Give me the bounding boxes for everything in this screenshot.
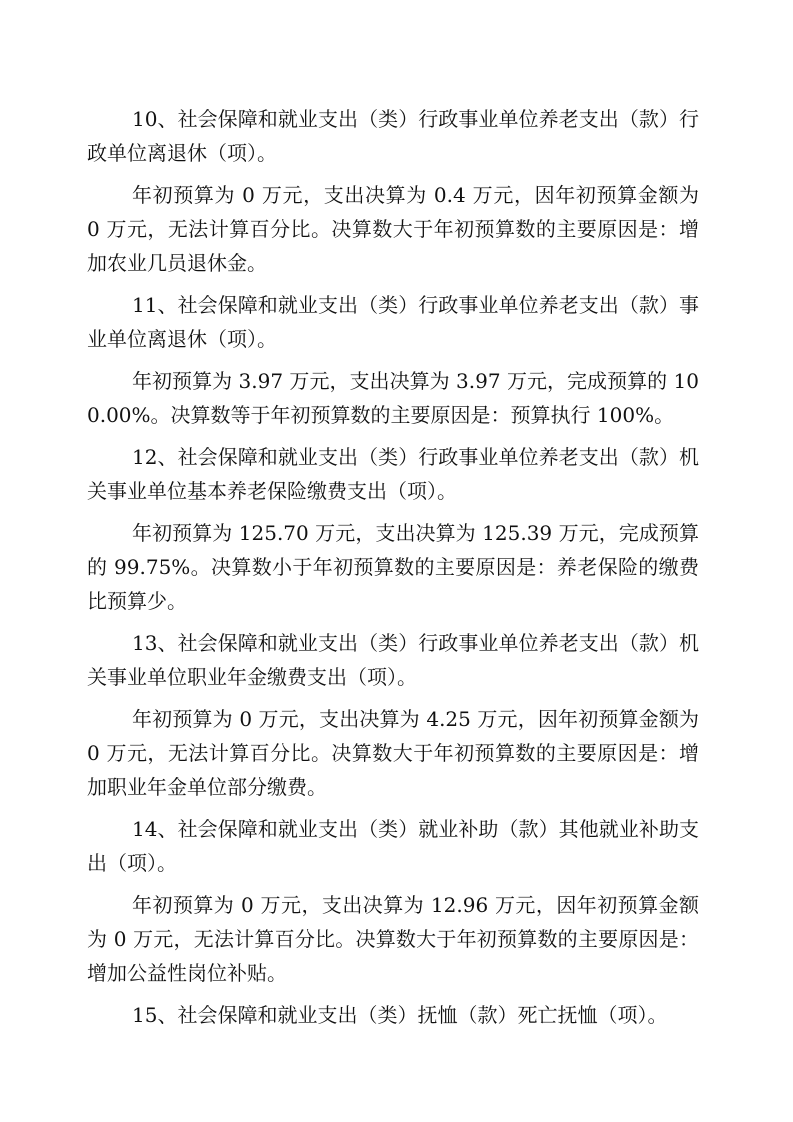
item-12-heading: 12、社会保障和就业支出（类）行政事业单位养老支出（款）机关事业单位基本养老保险缴费支出（项）。 xyxy=(87,445,699,503)
item-11-heading: 11、社会保障和就业支出（类）行政事业单位养老支出（款）事业单位离退休（项）。 xyxy=(87,293,699,351)
item-14-detail: 年初预算为 0 万元，支出决算为 12.96 万元，因年初预算金额为 0 万元，无法计算百分比。决算数大于年初预算数的主要原因是：增加公益性岗位补贴。 xyxy=(87,893,699,985)
item-13-heading: 13、社会保障和就业支出（类）行政事业单位养老支出（款）机关事业单位职业年金缴费支出（项）。 xyxy=(87,631,699,689)
item-15-heading: 15、社会保障和就业支出（类）抚恤（款）死亡抚恤（项）。 xyxy=(132,1003,668,1027)
document-body xyxy=(87,102,699,1040)
item-11-detail: 年初预算为 3.97 万元，支出决算为 3.97 万元，完成预算的 100.00%。决算数等于年初预算数的主要原因是：预算执行 100%。 xyxy=(87,369,699,427)
item-12-detail: 年初预算为 125.70 万元，支出决算为 125.39 万元，完成预算的 99.75%。决算数小于年初预算数的主要原因是：养老保险的缴费比预算少。 xyxy=(87,521,699,613)
item-14-heading: 14、社会保障和就业支出（类）就业补助（款）其他就业补助支出（项）。 xyxy=(87,817,699,875)
item-10-detail: 年初预算为 0 万元，支出决算为 0.4 万元，因年初预算金额为 0 万元，无法计算百分比。决算数大于年初预算数的主要原因是：增加农业几员退休金。 xyxy=(87,183,699,275)
item-10-heading: 10、社会保障和就业支出（类）行政事业单位养老支出（款）行政单位离退休（项）。 xyxy=(87,107,699,165)
item-13-detail: 年初预算为 0 万元，支出决算为 4.25 万元，因年初预算金额为 0 万元，无法计算百分比。决算数大于年初预算数的主要原因是：增加职业年金单位部分缴费。 xyxy=(87,707,699,799)
